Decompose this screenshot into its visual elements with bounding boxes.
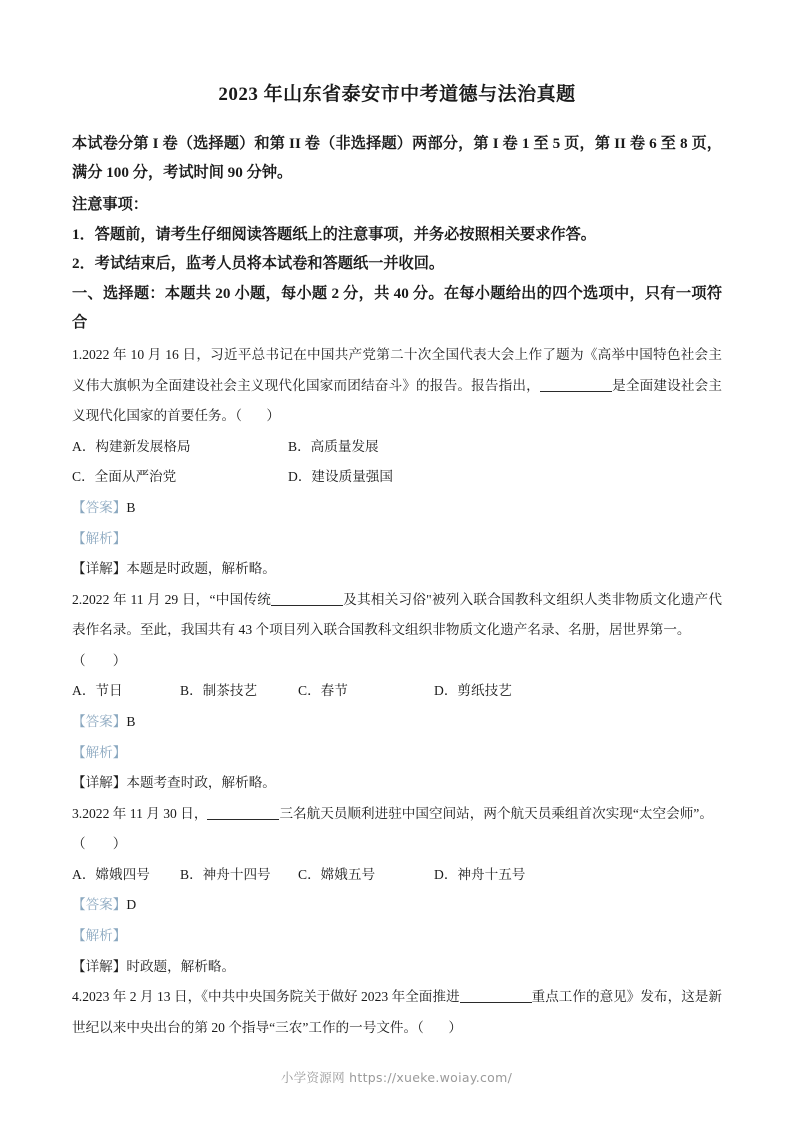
question-stem-part-2: 是全面建设社会主义现代化国家的首要任务。（	[72, 377, 723, 424]
question-stem-part-2: 重点工作的意见》发布，这是新世纪以来中央出台的第 20 个指导“三农”工作的一号文件。（	[72, 989, 722, 1035]
page-title: 2023 年山东省泰安市中考道德与法治真题	[218, 84, 576, 105]
answer-value: B	[126, 499, 136, 515]
option-row	[72, 432, 722, 463]
intro-note-2: 2．考试结束后，监考人员将本试卷和答题纸一并收回。	[72, 255, 445, 273]
fill-blank	[540, 391, 612, 392]
answer-value: D	[126, 897, 137, 913]
question-stem-part-1: 2023 年 2 月 13 日，《中共中央国务院关于做好 2023 年全面推进	[82, 989, 460, 1005]
option-a: A．嫦娥四号	[72, 866, 150, 882]
question-answer-paren	[72, 646, 722, 677]
question-number: 3.	[72, 805, 83, 821]
detail-line	[72, 554, 722, 585]
answer-label: 【答案】	[72, 714, 127, 730]
option-b: B．高质量发展	[288, 438, 379, 454]
question-stem	[72, 585, 722, 646]
intro-note-1: 1．答题前，请考生仔细阅读答题纸上的注意事项，并务必按照相关要求作答。	[72, 225, 596, 243]
question-stem	[72, 982, 722, 1043]
detail-text: 本题是时政题，解析略。	[126, 561, 276, 577]
analysis-line	[72, 921, 722, 952]
question-stem-part-1: 2022 年 11 月 30 日，	[82, 805, 208, 821]
option-group	[72, 676, 722, 707]
answer-line	[72, 707, 722, 738]
option-c: C．全面从严治党	[72, 469, 177, 485]
option-d: D．建设质量强国	[288, 469, 393, 485]
analysis-label: 【解析】	[72, 744, 127, 760]
question-number: 2.	[72, 591, 83, 607]
analysis-line	[72, 524, 722, 555]
option-d: D．剪纸技艺	[434, 683, 512, 699]
option-group	[72, 432, 722, 493]
intro-notes-heading: 注意事项：	[72, 195, 148, 213]
analysis-line	[72, 738, 722, 769]
detail-line	[72, 952, 722, 983]
analysis-label: 【解析】	[72, 530, 127, 546]
detail-text: 本题考查时政，解析略。	[126, 775, 276, 791]
option-d: D．神舟十五号	[434, 866, 526, 882]
option-b: B．制茶技艺	[180, 683, 258, 699]
question-stem-part-3: （ ）	[72, 652, 127, 668]
question-stem-part-1: 2022 年 10 月 16 日，习近平总书记在中国共产党第二十次全国代表大会上作了题为《高举中国特色社会主义伟大旗帜为全面建设社会主义现代化国家而团结奋斗》的报告。报告指出，	[72, 347, 722, 393]
question-stem	[72, 340, 722, 432]
detail-label: 【详解】	[72, 775, 127, 791]
option-c: C．春节	[298, 683, 348, 699]
option-group	[72, 860, 722, 891]
fill-blank	[460, 1002, 532, 1003]
detail-text: 时政题，解析略。	[126, 958, 236, 974]
question-stem-part-3: ）	[448, 1019, 462, 1035]
fill-blank	[207, 819, 279, 820]
intro-paragraph-exam-structure: 本试卷分第 I 卷（选择题）和第 II 卷（非选择题）两部分，第 I 卷 1 至 5 页，第 II 卷 6 至 8 页，满分 100 分，考试时间 90 分钟。	[72, 134, 722, 182]
answer-line	[72, 890, 722, 921]
document-content	[72, 60, 722, 1043]
option-b: B．神舟十四号	[180, 866, 271, 882]
detail-label: 【详解】	[72, 958, 127, 974]
answer-paren-space	[424, 1020, 448, 1035]
watermark: 小学资源网 https://xueke.woiay.com/	[280, 1070, 513, 1085]
question-stem-part-2: 三名航天员顺利进驻中国空间站，两个航天员乘组首次实现“太空会师”。	[279, 805, 713, 821]
question-number: 1.	[72, 347, 83, 363]
section-heading-multiple-choice: 一、选择题：本题共 20 小题，每小题 2 分，共 40 分。在每小题给出的四个选项中，只有一项符合	[72, 284, 722, 332]
option-c: C．嫦娥五号	[298, 866, 376, 882]
question-stem	[72, 799, 722, 830]
fill-blank	[271, 605, 343, 606]
answer-paren-space	[242, 408, 266, 423]
question-stem-part-3: ）	[266, 408, 280, 424]
answer-value: B	[126, 714, 136, 730]
question-number: 4.	[72, 989, 83, 1005]
question-answer-paren	[72, 829, 722, 860]
option-a: A．构建新发展格局	[72, 438, 191, 454]
answer-label: 【答案】	[72, 499, 127, 515]
option-a: A．节日	[72, 683, 123, 699]
detail-line	[72, 768, 722, 799]
detail-label: 【详解】	[72, 561, 127, 577]
question-stem-part-3: （ ）	[72, 836, 127, 852]
answer-line	[72, 493, 722, 524]
analysis-label: 【解析】	[72, 928, 127, 944]
question-stem-part-1: 2022 年 11 月 29 日，“中国传统	[82, 591, 272, 607]
question-stem-part-2: 及其相关习俗"被列入联合国教科文组织人类非物质文化遗产代表作名录。至此，我国共有 43 个项目列入联合国教科文组织非物质文化遗产名录、名册，居世界第一。	[72, 591, 722, 638]
option-row	[72, 462, 722, 493]
answer-label: 【答案】	[72, 897, 127, 913]
